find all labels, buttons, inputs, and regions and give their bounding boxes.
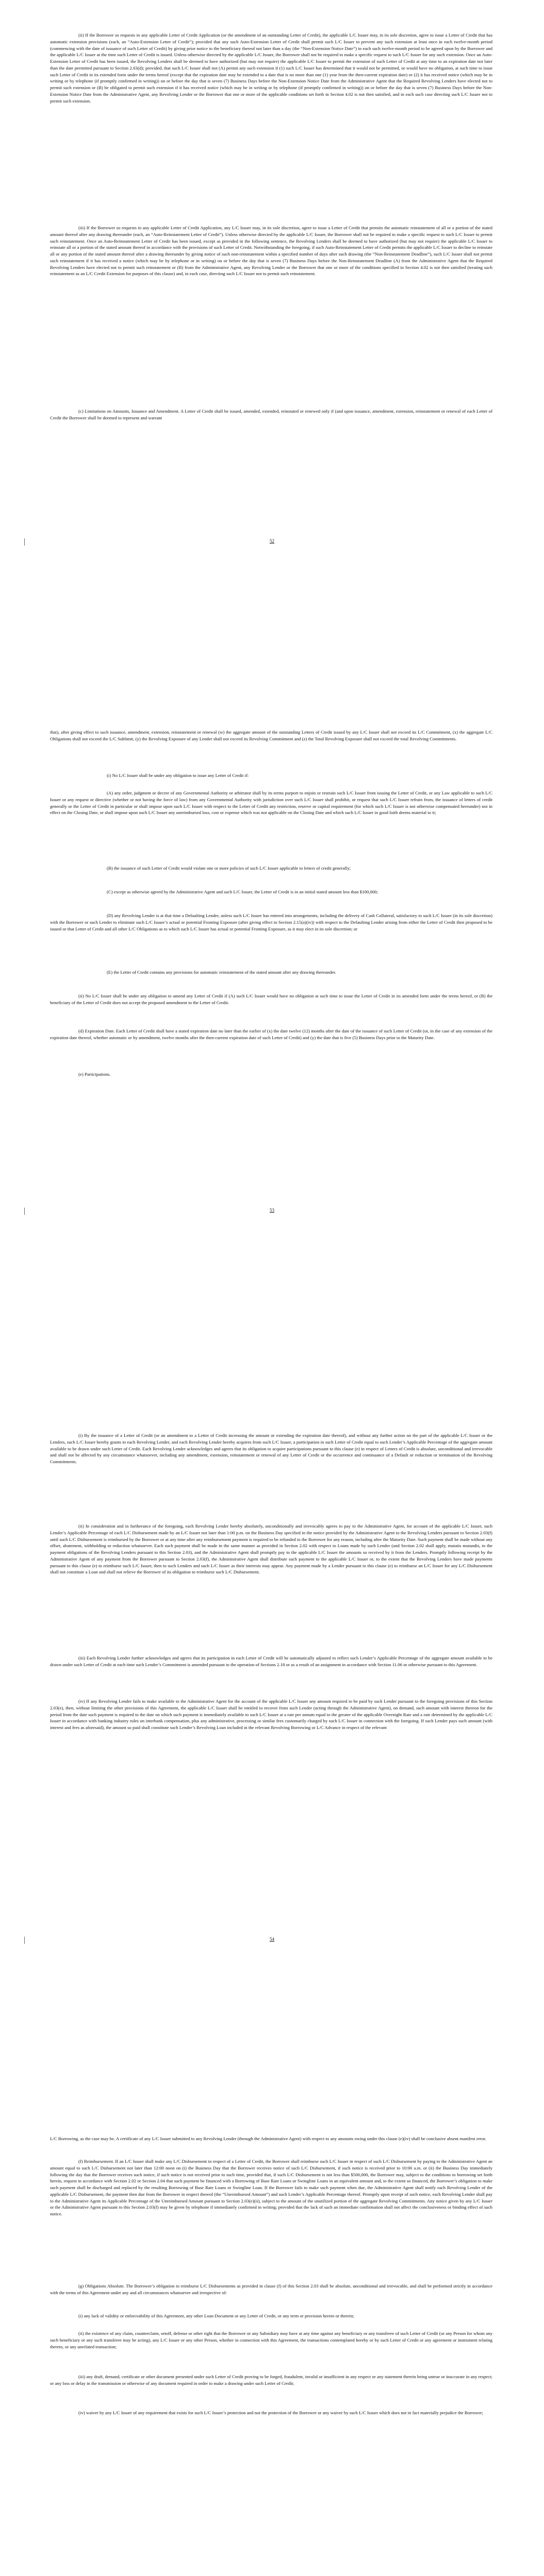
paragraph-participations: (e) Participations.: [78, 1072, 111, 1077]
paragraph-auto-extension: (ii) If the Borrower so requests in any applicable Letter of Credit Application (or the amendment of an outstanding Letter of Credit), the applicable L/C Issuer may, in its sole discretion, agree to issue a Letter of Credit that has automatic extension provisions (each, an “Auto-Extension Letter of Credit”); provided that any such Auto-Extension Letter of Credit shall permit such L/C Issuer to prevent any such extension at least once in each twelve-month period (commencing with the date of issuance of such Letter of Credit) by giving prior notice to the beneficiary thereof not later than a day (the “Non-Extension Notice Date”) in each such twelve-month period to be agreed upon by the Borrower and the applicable L/C Issuer at the time such Letter of Credit is issued. Unless otherwise directed by the applicable L/C Issuer, the Borrower shall not be required to make a specific request to such L/C Issuer for any such extension. Once an Auto-Extension Letter of Credit has been issued, the Revolving Lenders shall be deemed to have authorized (but may not require) the applicable L/C Issuer to permit the extension of such Letter of Credit at any time to an expiration date not later than the date permitted pursuant to Section 2.03(d); provided, that such L/C Issuer shall not (A) permit any such extension if (1) such L/C Issuer has determined that it would not be permitted, or would have no obligation, at such time to issue such Letter of Credit in its extended form under the terms hereof (except that the expiration date may be extended to a date that is no more than one (1) year from the then-current expiration date) or (2) it has received notice (which may be in writing or by telephone (if promptly confirmed in writing)) on or before the day that is seven (7) Business Days before the Non-Extension Notice Date from the Administrative Agent that the Required Revolving Lenders have elected not to permit such extension or (B) be obligated to permit such extension if it has received notice (which may be in writing or by telephone (if promptly confirmed in writing)) on or before the day that is seven (7) Business Days before the Non-Extension Notice Date from the Administrative Agent, any Revolving Lender or the Borrower that one or more of the applicable conditions set forth in Section 4.02 is not then satisfied, and in each such case directing such L/C Issuer not to permit such extension.: [50, 32, 492, 104]
paragraph-clause-d: (D) any Revolving Lender is at that time a Defaulting Lender, unless such L/C Issuer has entered into arrangements, including the delivery of Cash Collateral, satisfactory to such L/C Issuer (in its sole discretion) with the Borrower or such Lender to eliminate such L/C Issuer’s actual or potential Fronting Exposure (after giving effect to Section 2.15(a)(iv)) with respect to the Defaulting Lender arising from either the Letter of Credit then proposed to be issued or that Letter of Credit and all other L/C Obligations as to which such L/C Issuer has actual or potential Fronting Exposure, as it may elect in its sole discretion; or: [50, 913, 492, 931]
page-number: 54: [270, 1937, 274, 1942]
paragraph-waiver: (iv) waiver by any L/C Issuer of any requirement that exists for such L/C Issuer’s protection and not the protection of the Borrower or any waiver by such L/C Issuer which does not in fact materially prejudice the Borrower;: [78, 2410, 483, 2415]
paragraph-clause-c: (C) except as otherwise agreed by the Administrative Agent and such L/C Issuer, the Letter of Credit is in an initial stated amount less than $100,000;: [107, 889, 378, 894]
paragraph-expiration-date: (d) Expiration Date. Each Letter of Credit shall have a stated expiration date no later than the earlier of (x) the date twelve (12) months after the date of the issuance of such Letter of Credit (or, in the case of any extension of the expiration date thereof, whether automatic or by amendment, twelve months after the then-current expiration date of such Letter of Credit) and (y) the date that is five (5) Business Days prior to the Maturity Date.: [50, 1028, 492, 1040]
paragraph-clause-b: (B) the issuance of such Letter of Credit would violate one or more policies of such L/C Issuer applicable to letters of credit generally;: [107, 866, 351, 871]
page-number: 53: [270, 1208, 274, 1213]
paragraph-obligations-absolute: (g) Obligations Absolute. The Borrower’s obligation to reimburse L/C Disbursements as provided in clause (f) of this Section 2.03 shall be absolute, unconditional and irrevocable, and shall be performed strictly in accordance with the terms of this Agreement under any and all circumstances whatsoever and irrespective of:: [50, 2283, 492, 2295]
paragraph-continuation: L/C Borrowing, as the case may be. A certificate of any L/C Issuer submitted to any Revolving Lender (through the Administrative Agent) with respect to any amounts owing under this clause (e)(iv) shall be conclusive absent manifest error.: [50, 2136, 486, 2141]
paragraph-no-obligation-issue: (i) No L/C Issuer shall be under any obligation to issue any Letter of Credit if:: [107, 773, 249, 778]
paragraph-auto-reinstatement: (iii) If the Borrower so requests in any applicable Letter of Credit Application, any L/C Issuer may, in its sole discretion, agree to issue a Letter of Credit that permits the automatic reinstatement of all or a portion of the stated amount thereof after any drawing thereunder (each, an “Auto-Reinstatement Letter of Credit”). Unless otherwise directed by the applicable L/C Issuer, the Borrower shall not be required to make a specific request to such L/C Issuer to permit such reinstatement. Once an Auto-Reinstatement Letter of Credit has been issued, except as provided in the following sentence, the Revolving Lenders shall be deemed to have authorized (but may not require) the applicable L/C Issuer to reinstate all or a portion of the stated amount thereof in accordance with the provisions of such Letter of Credit. Notwithstanding the foregoing, if such Auto-Reinstatement Letter of Credit permits the applicable L/C Issuer to decline to reinstate all or any portion of the stated amount thereof after a drawing thereunder by giving notice of such non-reinstatement within a specified number of days after such drawing (the “Non-Reinstatement Deadline”), such L/C Issuer shall not permit such reinstatement if it has received a notice (which may be by telephone or in writing) on or before the day that is seven (7) Business Days before the Non-Reinstatement Deadline (A) from the Administrative Agent that the Required Revolving Lenders have elected not to permit such reinstatement or (B) from the Administrative Agent, any Revolving Lender or the Borrower that one or more of the conditions specified in Section 4.02 is not then satisfied (treating such reinstatement as an L/C Credit Extension for purposes of this clause) and, in each case, directing such L/C Issuer not to permit such reinstatement.: [50, 225, 492, 277]
paragraph-claim-counterclaim: (ii) the existence of any claim, counterclaim, setoff, defense or other right that the Borrower or any Subsidiary may have at any time against any beneficiary or any transferee of such Letter of Credit (or any Person for whom any such beneficiary or any such transferee may be acting), any L/C Issuer or any other Person, whether in connection with this Agreement, the transactions contemplated hereby or by such Letter of Credit or any agreement or instrument relating thereto, or any unrelated transaction;: [50, 2331, 492, 2349]
page-53: [0, 703, 544, 1406]
paragraph-automatic-adjustment: (iii) Each Revolving Lender further acknowledges and agrees that its participation in each Letter of Credit will be automatically adjusted to reflect such Lender’s Applicable Percentage of the aggregate amount available to be drawn under such Letter of Credit at each time such Lender’s Commitment is amended pursuant to the operation of Sections 2.18 or as a result of an assignment in accordance with Section 11.06 or otherwise pursuant to this Agreement.: [50, 1655, 492, 1667]
paragraph-continuation: that), after giving effect to such issuance, amendment, extension, reinstatement or renewal (w) the aggregate amount of the outstanding Letters of Credit issued by any L/C Issuer shall not exceed its L/C Commitment, (x) the aggregate L/C Obligations shall not exceed the L/C Sublimit, (y) the Revolving Exposure of any Lender shall not exceed its Revolving Commitment and (z) the Total Revolving Exposure shall not exceed the total Revolving Commitments.: [50, 730, 492, 741]
page-52: [0, 0, 544, 703]
paragraph-failure-to-pay: (iv) If any Revolving Lender fails to make available to the Administrative Agent for the account of the applicable L/C Issuer any amount required to be paid by such Lender pursuant to the foregoing provisions of this Section 2.03(e), then, without limiting the other provisions of this Agreement, the applicable L/C Issuer shall be entitled to recover from such Lender (acting through the Administrative Agent), on demand, such amount with interest thereon for the period from the date such payment is required to the date on which such payment is immediately available to such L/C Issuer at a rate per annum equal to the greater of the applicable Overnight Rate and a rate determined by the applicable L/C Issuer in accordance with banking industry rules on interbank compensation, plus any administrative, processing or similar fees customarily charged by such L/C Issuer in connection with the foregoing. If such Lender pays such amount (with interest and fees as aforesaid), the amount so paid shall constitute such Lender’s Revolving Loan included in the relevant Revolving Borrowing or L/C Advance in respect of the relevant: [50, 1699, 492, 1730]
paragraph-no-obligation-amend: (ii) No L/C Issuer shall be under any obligation to amend any Letter of Credit if (A) such L/C Issuer would have no obligation at such time to issue the Letter of Credit in its amended form under the terms hereof, or (B) the beneficiary of the Letter of Credit does not accept the proposed amendment to the Letter of Credit.: [50, 993, 492, 1005]
page-54: [0, 1406, 544, 2110]
paragraph-lack-of-validity: (i) any lack of validity or enforceability of this Agreement, any other Loan Document or any Letter of Credit, or any term or provision herein or therein;: [78, 2313, 354, 2318]
page-number: 52: [270, 538, 274, 544]
paragraph-clause-a: (A) any order, judgment or decree of any Governmental Authority or arbitrator shall by its terms purport to enjoin or restrain such L/C Issuer from issuing the Letter of Credit, or any Law applicable to such L/C Issuer or any request or directive (whether or not having the force of law) from any Governmental Authority with jurisdiction over such L/C Issuer shall prohibit, or request that such L/C Issuer refrain from, the issuance of letters of credit generally or the Letter of Credit in particular or shall impose upon such L/C Issuer with respect to the Letter of Credit any restriction, reserve or capital requirement (for which such L/C Issuer is not otherwise compensated hereunder) not in effect on the Closing Date, or shall impose upon such L/C Issuer any unreimbursed loss, cost or expense which was not applicable on the Closing Date and which such L/C Issuer in good faith deems material to it;: [50, 790, 492, 816]
paragraph-lender-payment: (ii) In consideration and in furtherance of the foregoing, each Revolving Lender hereby absolutely, unconditionally and irrevocably agrees to pay to the Administrative Agent, for account of the applicable L/C Issuer, such Lender’s Applicable Percentage of each L/C Disbursement made by an L/C Issuer not later than 1:00 p.m. on the Business Day specified in the notice provided by the Administrative Agent to the Revolving Lenders pursuant to Section 2.03(f) until such L/C Disbursement is reimbursed by the Borrower or at any time after any reimbursement payment is required to be refunded to the Borrower for any reason, including after the Maturity Date. Such payment shall be made without any offset, abatement, withholding or reduction whatsoever. Each such payment shall be made in the same manner as provided in Section 2.02 with respect to Loans made by such Lender (and Section 2.02 shall apply, mutatis mutandis, to the payment obligations of the Revolving Lenders pursuant to this Section 2.03), and the Administrative Agent shall promptly pay to the applicable L/C Issuer the amounts so received by it from the Lenders. Promptly following receipt by the Administrative Agent of any payment from the Borrower pursuant to Section 2.03(f), the Administrative Agent shall distribute such payment to the applicable L/C Issuer or, to the extent that the Revolving Lenders have made payments pursuant to this clause (e) to reimburse such L/C Issuer, then to such Lenders and such L/C Issuer as their interests may appear. Any payment made by a Lender pursuant to this clause (e) to reimburse an L/C Issuer for any L/C Disbursement shall not constitute a Loan and shall not relieve the Borrower of its obligation to reimburse such L/C Disbursement.: [50, 1523, 492, 1575]
paragraph-clause-e: (E) the Letter of Credit contains any provisions for automatic reinstatement of the stated amount after any drawing thereunder.: [107, 970, 336, 975]
paragraph-limitations: (c) Limitations on Amounts, Issuance and Amendment. A Letter of Credit shall be issued, amended, extended, reinstated or renewed only if (and upon issuance, amendment, extension, reinstatement or renewal of each Letter of Credit the Borrower shall be deemed to represent and warrant: [50, 409, 492, 420]
paragraph-reimbursement: (f) Reimbursement. If an L/C Issuer shall make any L/C Disbursement in respect of a Letter of Credit, the Borrower shall reimburse such L/C Issuer in respect of such L/C Disbursement by paying to the Administrative Agent an amount equal to such L/C Disbursement not later than 12:00 noon on (i) the Business Day that the Borrower receives notice of such L/C Disbursement, if such notice is received prior to 10:00 a.m. or (ii) the Business Day immediately following the day that the Borrower receives such notice, if such notice is not received prior to such time, provided that, if such L/C Disbursement is not less than $500,000, the Borrower may, subject to the conditions to borrowing set forth herein, request in accordance with Section 2.02 or Section 2.04 that such payment be financed with a Borrowing of Base Rate Loans or Swingline Loans in an equivalent amount and, to the extent so financed, the Borrower’s obligation to make such payment shall be discharged and replaced by the resulting Borrowing of Base Rate Loans or Swingline Loan. If the Borrower fails to make such payment when due, the Administrative Agent shall notify each Revolving Lender of the applicable L/C Disbursement, the payment then due from the Borrower in respect thereof (the “Unreimbursed Amount”) and such Lender’s Applicable Percentage thereof. Promptly upon receipt of such notice, each Revolving Lender shall pay to the Administrative Agent its Applicable Percentage of the Unreimbursed Amount pursuant to Section 2.03(e)(ii), subject to the amount of the unutilized portion of the aggregate Revolving Commitments. Any notice given by any L/C Issuer or the Administrative Agent pursuant to this Section 2.03(f) may be given by telephone if immediately confirmed in writing; provided that the lack of such an immediate confirmation shall not affect the conclusiveness or binding effect of such notice.: [50, 2159, 492, 2216]
page-55: [0, 2110, 544, 2576]
paragraph-forged-documents: (iii) any draft, demand, certificate or other document presented under such Letter of Credit proving to be forged, fraudulent, invalid or insufficient in any respect or any statement therein being untrue or inaccurate in any respect; or any loss or delay in the transmission or otherwise of any document required in order to make a drawing under such Letter of Credit;: [50, 2374, 492, 2386]
paragraph-participation-grant: (i) By the issuance of a Letter of Credit (or an amendment to a Letter of Credit increasing the amount or extending the expiration date thereof), and without any further action on the part of the applicable L/C Issuer or the Lenders, such L/C Issuer hereby grants to each Revolving Lender, and each Revolving Lender hereby acquires from such L/C Issuer, a participation in such Letter of Credit equal to such Lender’s Applicable Percentage of the aggregate amount available to be drawn under such Letter of Credit. Each Revolving Lender acknowledges and agrees that its obligation to acquire participations pursuant to this clause (e) in respect of Letters of Credit is absolute, unconditional and irrevocable and shall not be affected by any circumstance whatsoever, including any amendment, extension, reinstatement or renewal of any Letter of Credit or the occurrence and continuance of a Default or reduction or termination of the Revolving Commitments.: [50, 1433, 492, 1464]
